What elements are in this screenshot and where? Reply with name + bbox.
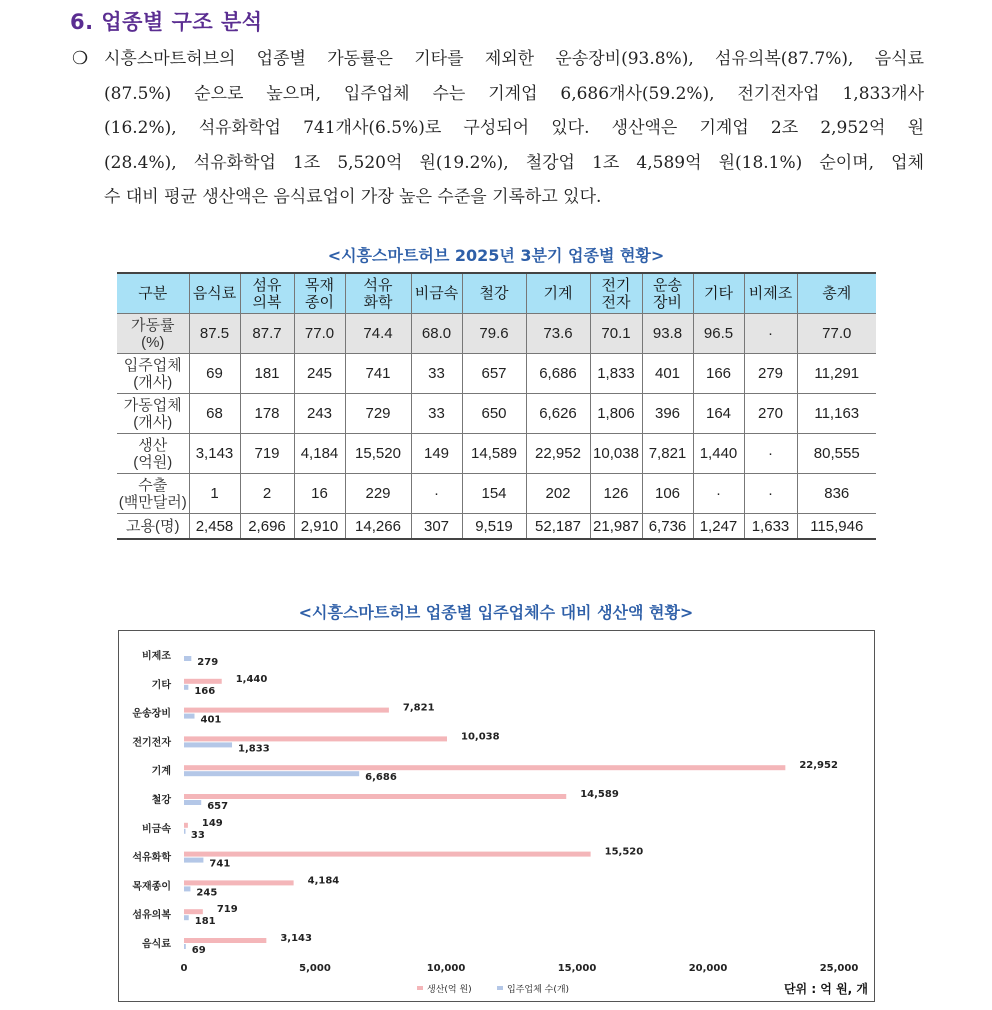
table-row <box>117 434 876 474</box>
industry-status-table <box>117 272 876 540</box>
category-label: 전기전자 <box>132 737 171 749</box>
production-bar <box>184 708 389 713</box>
table-cell: 21,987 <box>590 514 642 540</box>
table-header-row <box>117 273 876 314</box>
table-row <box>117 394 876 434</box>
table-cell: 33 <box>411 354 462 394</box>
table-cell: 154 <box>462 474 526 514</box>
table-cell: 70.1 <box>590 314 642 354</box>
column-header: 석유 화학 <box>345 273 411 314</box>
companies-bar <box>184 915 189 920</box>
table-cell: 79.6 <box>462 314 526 354</box>
table-cell: 164 <box>693 394 744 434</box>
x-tick-label: 0 <box>180 963 188 974</box>
table-cell: 33 <box>411 394 462 434</box>
column-header: 목재 종이 <box>294 273 345 314</box>
companies-bar <box>184 685 188 690</box>
table-cell: 729 <box>345 394 411 434</box>
companies-value-label: 741 <box>209 858 231 870</box>
table-cell: · <box>744 474 797 514</box>
unit-note: 단위 : 억 원, 개 <box>783 982 868 996</box>
row-header: 고용(명) <box>117 514 189 540</box>
chart-caption: <시흥스마트허브 업종별 입주업체수 대비 생산액 현황> <box>298 603 694 622</box>
row-header: 가동업체 (개사) <box>117 394 189 434</box>
production-value-label: 3,143 <box>280 933 312 944</box>
companies-value-label: 1,833 <box>238 743 270 755</box>
paragraph-line: (87.5%) 순으로 높으며, 입주업체 수는 기계업 6,686개사(59.2%), 전기전자업 1,833개사 <box>104 83 924 104</box>
companies-bar <box>184 886 190 891</box>
category-label: 섬유의복 <box>132 910 171 922</box>
table-cell: 178 <box>240 394 294 434</box>
table-cell: 3,143 <box>189 434 240 474</box>
table-cell: · <box>411 474 462 514</box>
table-cell: 77.0 <box>294 314 345 354</box>
companies-value-label: 181 <box>194 916 216 928</box>
companies-value-label: 6,686 <box>365 772 397 784</box>
table-cell: 52,187 <box>526 514 590 540</box>
row-header: 수출 (백만달러) <box>117 474 189 514</box>
table-cell: 166 <box>693 354 744 394</box>
table-cell: 7,821 <box>642 434 693 474</box>
table-cell: 11,291 <box>797 354 876 394</box>
companies-bar <box>184 858 203 863</box>
column-header: 기계 <box>526 273 590 314</box>
x-tick-label: 20,000 <box>688 963 728 974</box>
table-cell: 270 <box>744 394 797 434</box>
table-row <box>117 474 876 514</box>
category-label: 석유화학 <box>132 852 171 864</box>
production-bar <box>184 679 222 684</box>
legend-label-production: 생산(억 원) <box>427 985 472 995</box>
category-label: 비제조 <box>142 651 171 662</box>
table-cell: 149 <box>411 434 462 474</box>
companies-value-label: 69 <box>191 945 206 956</box>
table-corner-header: 구분 <box>117 273 189 314</box>
column-header: 전기 전자 <box>590 273 642 314</box>
table-cell: 15,520 <box>345 434 411 474</box>
table-cell: 69 <box>189 354 240 394</box>
table-cell: 1 <box>189 474 240 514</box>
table-cell: 80,555 <box>797 434 876 474</box>
legend-swatch-companies <box>497 986 503 990</box>
table-cell: 719 <box>240 434 294 474</box>
table-cell: 741 <box>345 354 411 394</box>
category-label: 기계 <box>151 766 171 778</box>
paragraph-line: 시흥스마트허브의 업종별 가동률은 기타를 제외한 운송장비(93.8%), 섬유의복(87.7%), 음식료 <box>104 49 924 69</box>
table-cell: 9,519 <box>462 514 526 540</box>
table-cell: 279 <box>744 354 797 394</box>
production-bar <box>184 736 447 741</box>
table-cell: 6,736 <box>642 514 693 540</box>
companies-value-label: 245 <box>196 887 218 899</box>
column-header: 비금속 <box>411 273 462 314</box>
column-header: 운송 장비 <box>642 273 693 314</box>
production-bar <box>184 794 566 799</box>
category-label: 목재종이 <box>132 881 171 893</box>
table-cell: 10,038 <box>590 434 642 474</box>
table-cell: 16 <box>294 474 345 514</box>
chart-canvas <box>119 631 874 1001</box>
table-cell: 68 <box>189 394 240 434</box>
section-title: 6. 업종별 구조 분석 <box>70 10 263 34</box>
table-cell: 396 <box>642 394 693 434</box>
table-cell: 243 <box>294 394 345 434</box>
production-value-label: 1,440 <box>235 673 268 685</box>
bar-chart <box>118 630 875 1002</box>
table-cell: 74.4 <box>345 314 411 354</box>
column-header: 총계 <box>797 273 876 314</box>
companies-bar <box>184 656 191 661</box>
production-value-label: 22,952 <box>799 760 838 772</box>
table-cell: · <box>744 314 797 354</box>
row-header: 입주업체 (개사) <box>117 354 189 394</box>
table-cell: 2,696 <box>240 514 294 540</box>
table-row <box>117 354 876 394</box>
production-bar <box>184 880 294 885</box>
companies-bar <box>184 742 232 747</box>
companies-value-label: 657 <box>207 801 229 812</box>
table-cell: 202 <box>526 474 590 514</box>
production-value-label: 719 <box>216 904 238 916</box>
table-cell: 11,163 <box>797 394 876 434</box>
table-cell: 401 <box>642 354 693 394</box>
table-cell: 68.0 <box>411 314 462 354</box>
table-row <box>117 514 876 540</box>
production-value-label: 15,520 <box>604 846 644 858</box>
table-cell: 4,184 <box>294 434 345 474</box>
companies-bar <box>184 800 201 805</box>
table-cell: 1,833 <box>590 354 642 394</box>
category-label: 기타 <box>151 679 171 691</box>
row-header: 생산 (억원) <box>117 434 189 474</box>
production-bar <box>184 823 188 828</box>
table-cell: 2,458 <box>189 514 240 540</box>
table-cell: 96.5 <box>693 314 744 354</box>
column-header: 비제조 <box>744 273 797 314</box>
table-cell: 836 <box>797 474 876 514</box>
column-header: 섬유 의복 <box>240 273 294 314</box>
table-cell: 307 <box>411 514 462 540</box>
x-tick-label: 10,000 <box>426 963 466 974</box>
table-cell: 2,910 <box>294 514 345 540</box>
production-bar <box>184 765 785 770</box>
legend-label-companies: 입주업체 수(개) <box>507 985 570 995</box>
column-header: 기타 <box>693 273 744 314</box>
category-label: 비금속 <box>142 823 171 835</box>
table-cell: 1,247 <box>693 514 744 540</box>
table-cell: 6,686 <box>526 354 590 394</box>
bullet-icon: ❍ <box>72 48 89 69</box>
production-bar <box>184 938 266 943</box>
companies-value-label: 33 <box>190 829 205 841</box>
table-cell: 6,626 <box>526 394 590 434</box>
table-cell: 87.5 <box>189 314 240 354</box>
production-value-label: 4,184 <box>307 875 340 887</box>
table-cell: 73.6 <box>526 314 590 354</box>
table-row <box>117 314 876 354</box>
table-cell: 1,806 <box>590 394 642 434</box>
row-header: 가동률 (%) <box>117 314 189 354</box>
table-cell: 229 <box>345 474 411 514</box>
table-caption: <시흥스마트허브 2025년 3분기 업종별 현황> <box>327 246 665 265</box>
category-label: 철강 <box>151 795 171 806</box>
table-cell: 657 <box>462 354 526 394</box>
paragraph-line: 수 대비 평균 생산액은 음식료업이 가장 높은 수준을 기록하고 있다. <box>104 187 602 207</box>
companies-value-label: 279 <box>197 657 219 668</box>
table-cell: 126 <box>590 474 642 514</box>
x-tick-label: 25,000 <box>819 963 859 974</box>
x-tick-label: 15,000 <box>557 963 597 974</box>
table-cell: 14,589 <box>462 434 526 474</box>
table-cell: 181 <box>240 354 294 394</box>
table-cell: 77.0 <box>797 314 876 354</box>
table-cell: 14,266 <box>345 514 411 540</box>
x-tick-label: 5,000 <box>299 963 331 974</box>
production-bar <box>184 852 591 857</box>
paragraph-line: (28.4%), 석유화학업 1조 5,520억 원(19.2%), 철강업 1조 4,589억 원(18.1%) 순이며, 업체 <box>104 152 924 173</box>
companies-value-label: 166 <box>194 685 216 697</box>
table-cell: 115,946 <box>797 514 876 540</box>
companies-bar <box>184 714 195 719</box>
table-cell: · <box>693 474 744 514</box>
companies-bar <box>184 944 186 949</box>
companies-value-label: 401 <box>200 714 222 726</box>
companies-bar <box>184 771 359 776</box>
summary-paragraph <box>72 42 924 215</box>
table-cell: 93.8 <box>642 314 693 354</box>
table-cell: 2 <box>240 474 294 514</box>
paragraph-line: (16.2%), 석유화학업 741개사(6.5%)로 구성되어 있다. 생산액은 기계업 2조 2,952억 원 <box>104 118 924 138</box>
production-value-label: 10,038 <box>460 731 500 743</box>
table-cell: 106 <box>642 474 693 514</box>
column-header: 철강 <box>462 273 526 314</box>
table-cell: 22,952 <box>526 434 590 474</box>
category-label: 음식료 <box>142 939 171 950</box>
table-cell: 1,440 <box>693 434 744 474</box>
table-cell: 87.7 <box>240 314 294 354</box>
companies-bar <box>184 829 186 834</box>
production-bar <box>184 909 203 914</box>
production-value-label: 7,821 <box>402 702 435 714</box>
column-header: 음식료 <box>189 273 240 314</box>
table-cell: 245 <box>294 354 345 394</box>
production-value-label: 14,589 <box>580 789 619 800</box>
table-cell: 1,633 <box>744 514 797 540</box>
production-value-label: 149 <box>201 817 223 829</box>
table-cell: · <box>744 434 797 474</box>
table-cell: 650 <box>462 394 526 434</box>
category-label: 운송장비 <box>132 708 171 720</box>
legend-swatch-production <box>417 986 423 990</box>
